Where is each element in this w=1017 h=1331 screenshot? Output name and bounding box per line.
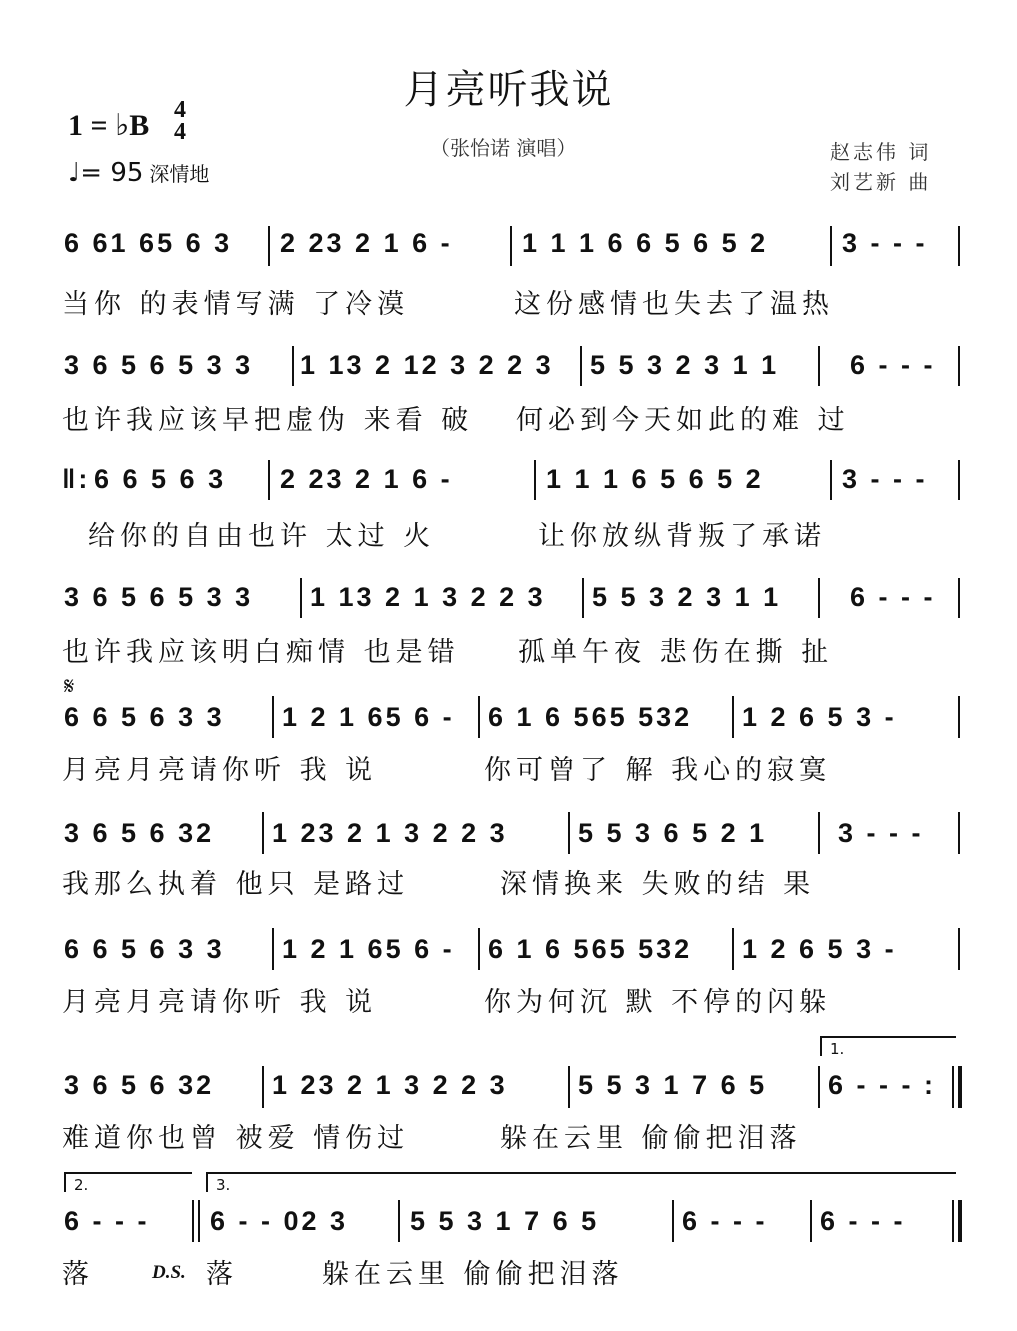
barline	[958, 226, 960, 266]
key-signature: 1 = ♭B	[68, 109, 150, 142]
measure: 6 - - -	[820, 1206, 906, 1236]
lyric-line: 深情换来 失败的结 果	[500, 869, 816, 900]
barline	[818, 578, 820, 618]
barline	[958, 696, 960, 738]
measure: 6 6 5 6 3 3	[64, 934, 225, 964]
measure: 6 - - 02 3	[210, 1206, 349, 1236]
volta-bracket-3	[206, 1172, 956, 1192]
barline-thick	[958, 1066, 962, 1108]
measure: 6 - - -	[850, 582, 936, 612]
measure: 6 - - - :	[828, 1070, 936, 1100]
lyric-line: 何必到今天如此的难 过	[516, 405, 850, 436]
volta-label: 2.	[74, 1176, 89, 1194]
barline	[958, 460, 960, 500]
barline	[818, 1066, 820, 1108]
dal-segno-mark: D.S.	[152, 1262, 186, 1283]
measure: 6 - - -	[850, 350, 936, 380]
time-numerator: 4	[174, 97, 186, 123]
lyric-line: 这份感情也失去了温热	[514, 289, 834, 320]
measure: 2 23 2 1 6 -	[280, 464, 453, 494]
barline	[268, 460, 270, 500]
lyric-line: 落	[62, 1259, 94, 1290]
barline	[268, 226, 270, 266]
barline	[272, 696, 274, 738]
measure: 3 6 5 6 32	[64, 818, 215, 848]
measure: 1 2 1 65 6 -	[282, 934, 455, 964]
measure: 1 13 2 1 3 2 2 3	[310, 582, 546, 612]
measure: 6 6 5 6 3	[94, 464, 227, 494]
barline	[830, 460, 832, 500]
barline	[958, 928, 960, 970]
barline	[672, 1200, 674, 1242]
measure: 1 2 1 65 6 -	[282, 702, 455, 732]
lyric-line: 也许我应该明白痴情 也是错	[62, 637, 460, 668]
measure: 6 6 5 6 3 3	[64, 702, 225, 732]
measure: 1 13 2 12 3 2 2 3	[300, 350, 554, 380]
singer-credit: （张怡诺 演唱）	[430, 136, 577, 160]
lyric-line: 让你放纵背叛了承诺	[538, 521, 826, 552]
time-signature	[174, 99, 186, 143]
quarter-note-icon: ♩	[68, 158, 81, 188]
measure: 1 1 1 6 5 6 5 2	[546, 464, 764, 494]
barline	[262, 1066, 264, 1108]
measure: 1 1 1 6 6 5 6 5 2	[522, 228, 769, 258]
volta-label: 1.	[830, 1040, 845, 1058]
barline-final	[958, 1200, 962, 1242]
time-denominator: 4	[174, 119, 186, 145]
measure: 6 1 6 565 532	[488, 934, 693, 964]
barline	[192, 1200, 194, 1242]
measure: 1 2 6 5 3 -	[742, 702, 897, 732]
lyric-line: 躲在云里 偷偷把泪落	[500, 1123, 802, 1154]
barline	[534, 460, 536, 500]
measure: 5 5 3 2 3 1 1	[592, 582, 782, 612]
lyric-line: 难道你也曾 被爱 情伤过	[62, 1123, 410, 1154]
measure: 1 2 6 5 3 -	[742, 934, 897, 964]
barline	[732, 696, 734, 738]
measure: 6 - - -	[64, 1206, 150, 1236]
measure: 5 5 3 1 7 6 5	[578, 1070, 768, 1100]
barline	[582, 578, 584, 618]
lyric-line: 月亮月亮请你听 我 说	[62, 987, 378, 1018]
measure: 5 5 3 6 5 2 1	[578, 818, 768, 848]
barline	[958, 578, 960, 618]
barline	[952, 1200, 954, 1242]
barline	[568, 1066, 570, 1108]
measure: 3 6 5 6 5 3 3	[64, 582, 254, 612]
volta-bracket-1	[820, 1036, 956, 1056]
measure: 5 5 3 2 3 1 1	[590, 350, 780, 380]
lyric-line: 你为何沉 默 不停的闪躲	[484, 987, 832, 1018]
measure: 1 23 2 1 3 2 2 3	[272, 818, 508, 848]
lyric-line: 孤单午夜 悲伤在撕 扯	[518, 637, 834, 668]
measure: 3 - - -	[842, 464, 928, 494]
barline	[818, 346, 820, 386]
measure: 3 - - -	[838, 818, 924, 848]
lyricist-credit: 赵志伟 词	[830, 140, 932, 164]
measure: 2 23 2 1 6 -	[280, 228, 453, 258]
lyric-line: 月亮月亮请你听 我 说	[62, 755, 378, 786]
measure: 3 6 5 6 5 3 3	[64, 350, 254, 380]
volta-bracket-2	[64, 1172, 192, 1192]
barline	[478, 928, 480, 970]
lyric-line: 你可曾了 解 我心的寂寞	[484, 755, 832, 786]
measure: 3 - - -	[842, 228, 928, 258]
measure: 6 - - -	[682, 1206, 768, 1236]
barline	[292, 346, 294, 386]
repeat-start-sign: ‖:	[62, 464, 91, 494]
barline	[510, 226, 512, 266]
measure: 1 23 2 1 3 2 2 3	[272, 1070, 508, 1100]
lyric-line: 我那么执着 他只 是路过	[62, 869, 410, 900]
lyric-line: 当你 的表情写满 了冷漠	[62, 289, 410, 320]
barline	[958, 812, 960, 854]
barline	[568, 812, 570, 854]
measure: 6 61 65 6 3	[64, 228, 233, 258]
lyric-line: 躲在云里 偷偷把泪落	[322, 1259, 624, 1290]
tempo-expression: 深情地	[149, 162, 210, 186]
lyric-line: 给你的自由也许 太过 火	[88, 521, 436, 552]
barline	[958, 346, 960, 386]
barline	[198, 1200, 200, 1242]
song-title: 月亮听我说	[403, 67, 614, 113]
barline	[580, 346, 582, 386]
measure: 3 6 5 6 32	[64, 1070, 215, 1100]
barline	[810, 1200, 812, 1242]
barline	[478, 696, 480, 738]
measure: 5 5 3 1 7 6 5	[410, 1206, 600, 1236]
barline	[398, 1200, 400, 1242]
barline	[262, 812, 264, 854]
lyric-line: 也许我应该早把虚伪 来看 破	[62, 405, 474, 436]
composer-credit: 刘艺新 曲	[830, 170, 932, 194]
barline	[952, 1066, 954, 1108]
tempo-marking	[68, 158, 209, 188]
barline	[830, 226, 832, 266]
measure: 6 1 6 565 532	[488, 702, 693, 732]
segno-sign: 𝄋	[64, 672, 75, 700]
barline	[272, 928, 274, 970]
barline	[818, 812, 820, 854]
barline	[732, 928, 734, 970]
volta-label: 3.	[216, 1176, 231, 1194]
lyric-line: 落	[206, 1259, 238, 1290]
tempo-bpm: = 95	[80, 158, 144, 188]
barline	[300, 578, 302, 618]
